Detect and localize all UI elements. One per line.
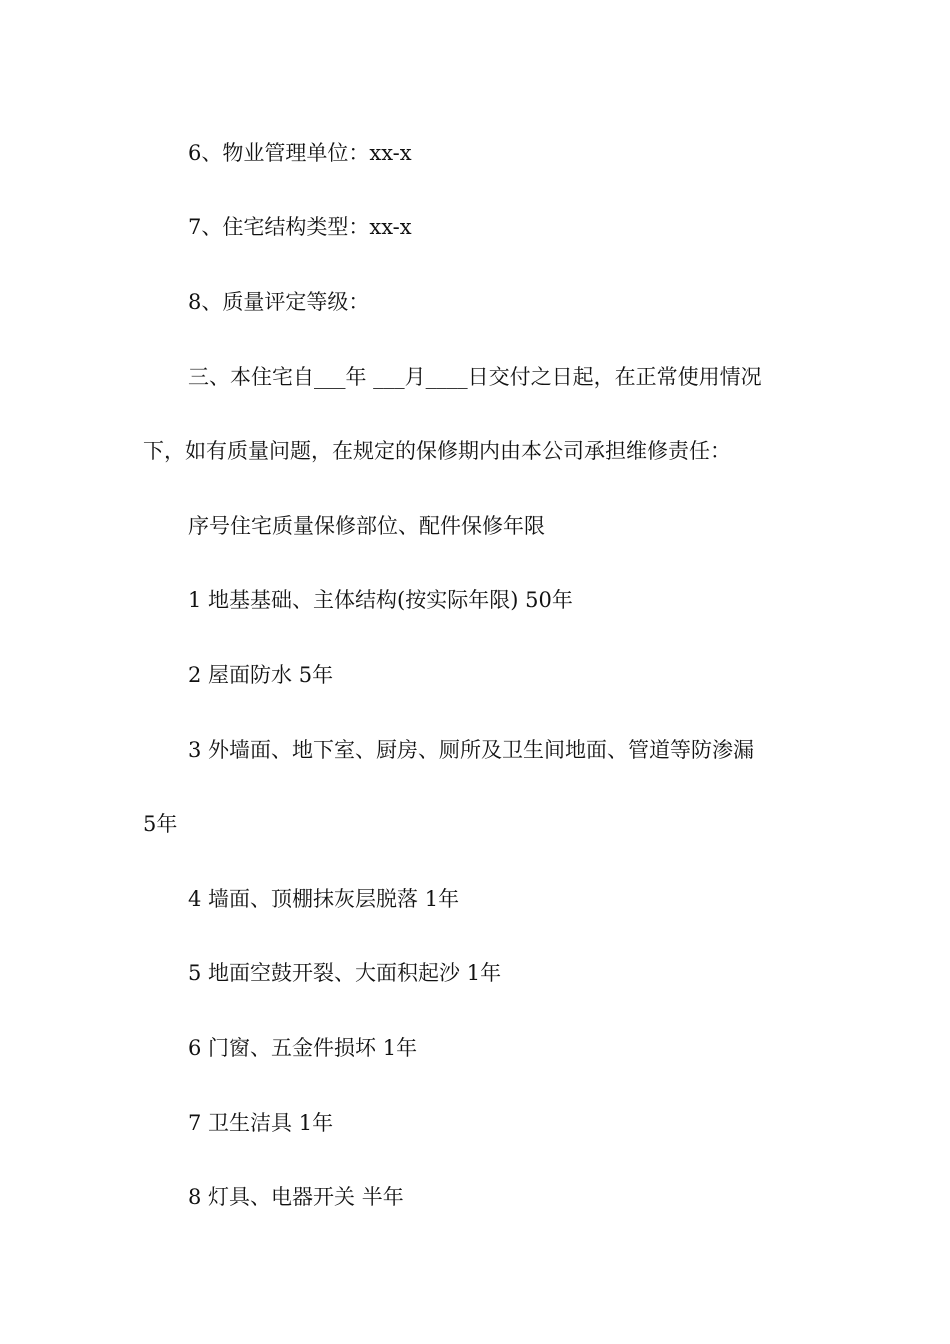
warranty-row-2: 2 屋面防水 5年: [188, 663, 334, 687]
item-structure-type: 7、住宅结构类型：xx-x: [188, 215, 412, 239]
item-quality-grade: 8、质量评定等级：: [188, 290, 370, 314]
section-three-paragraph-continued: 下，如有质量问题，在规定的保修期内由本公司承担维修责任：: [143, 439, 731, 463]
warranty-row-3: 3 外墙面、地下室、厨房、厕所及卫生间地面、管道等防渗漏: [188, 738, 755, 762]
warranty-row-1: 1 地基基础、主体结构(按实际年限) 50年: [188, 588, 573, 612]
warranty-table-header: 序号住宅质量保修部位、配件保修年限: [188, 514, 545, 538]
section-three-paragraph: 三、本住宅自___年 ___月____日交付之日起，在正常使用情况: [188, 365, 762, 389]
warranty-row-4: 4 墙面、顶棚抹灰层脱落 1年: [188, 887, 460, 911]
warranty-row-6: 6 门窗、五金件损坏 1年: [188, 1036, 418, 1060]
item-property-management: 6、物业管理单位：xx-x: [188, 141, 412, 165]
warranty-row-3-continued: 5年: [143, 812, 178, 836]
warranty-row-5: 5 地面空鼓开裂、大面积起沙 1年: [188, 961, 502, 985]
warranty-row-8: 8 灯具、电器开关 半年: [188, 1185, 404, 1209]
warranty-row-7: 7 卫生洁具 1年: [188, 1111, 334, 1135]
